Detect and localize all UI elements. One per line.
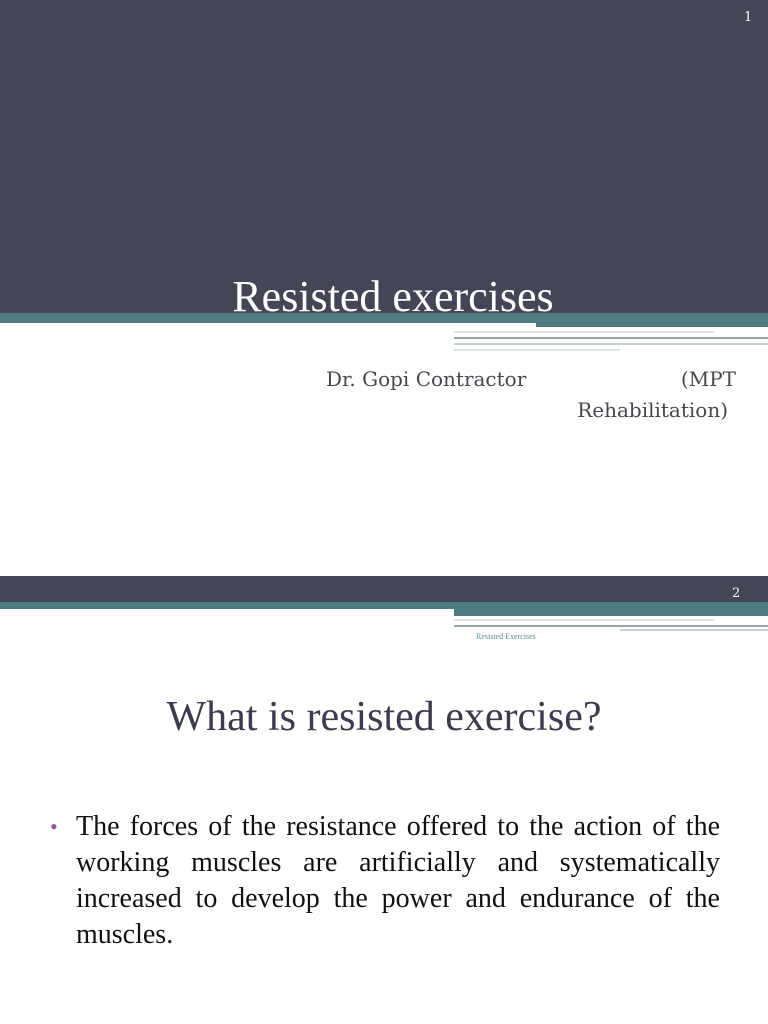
decor-line [454,337,768,339]
decor-line [454,619,714,621]
author-block [326,364,736,426]
slide-footer: Resisted Exercises [476,632,536,641]
author-credential: (MPT [680,367,736,391]
title-dark-band [0,0,768,314]
slide-title: What is resisted exercise? [166,694,602,740]
teal-band-right [454,602,768,616]
bullet-text: The forces of the resistance offered to the action of the working muscles are artificially and systematically increased to develop the power and endurance of the muscles. [76,811,720,950]
slide-title: Resisted exercises [232,272,554,321]
header-dark-band [0,576,768,602]
decor-line [454,349,620,351]
decor-line [454,625,768,627]
slide-number: 2 [732,586,741,601]
slide-2 [0,576,768,1024]
author-credential-continued: Rehabilitation) [577,398,728,422]
decor-line [454,331,714,333]
decor-line [620,629,768,631]
teal-band-left [0,602,454,609]
slide-number: 1 [744,10,753,25]
decor-line [454,343,768,345]
bullet-dot-icon: • [50,814,58,839]
bullet-item [50,809,720,953]
author-name: Dr. Gopi Contractor [326,367,527,391]
